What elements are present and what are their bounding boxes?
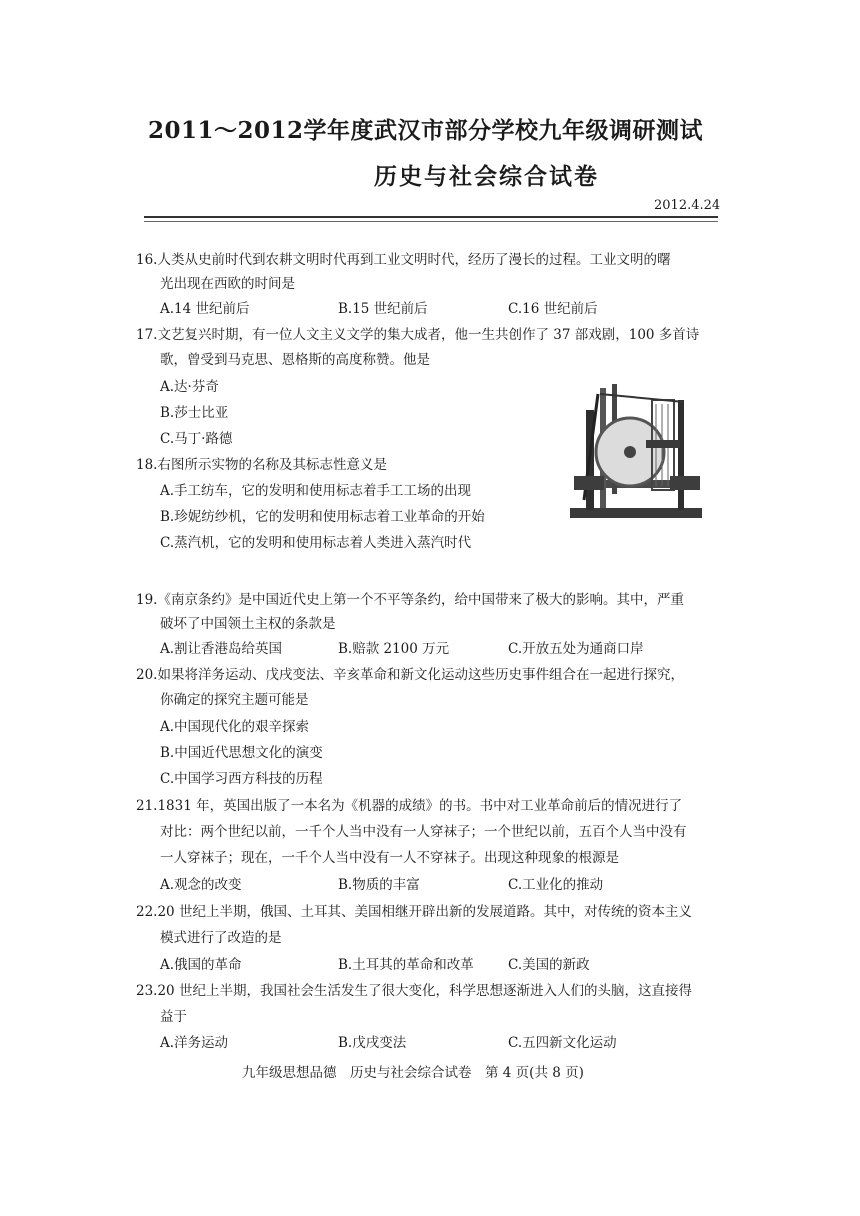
q16-option-b: B.15 世纪前后 [338,301,428,317]
q21-option-b: B.物质的丰富 [338,877,420,893]
q22-stem-line1: 22.20 世纪上半期，俄国、土耳其、美国相继开辟出新的发展道路。其中，对传统的资本主义 [136,904,692,920]
q23-stem-line2: 益于 [160,1009,187,1025]
q19-option-b: B.赔款 2100 万元 [338,641,450,657]
header-divider-thick [144,216,718,218]
q23-option-b: B.戊戌变法 [338,1035,407,1051]
q18-option-c: C.蒸汽机，它的发明和使用标志着人类进入蒸汽时代 [160,535,472,551]
exam-date: 2012.4.24 [654,198,721,213]
spinning-jenny-illustration [560,380,710,530]
q17-option-a: A.达·芬奇 [160,379,219,395]
q17-stem-line2: 歌，曾受到马克思、恩格斯的高度称赞。他是 [160,352,430,368]
q23-option-a: A.洋务运动 [160,1035,229,1051]
q23-option-c: C.五四新文化运动 [508,1035,617,1051]
q16-option-c: C.16 世纪前后 [508,301,598,317]
q21-stem-line3: 一人穿袜子；现在，一千个人当中没有一人不穿袜子。出现这种现象的根源是 [160,850,619,866]
q20-option-a: A.中国现代化的艰辛探索 [160,719,310,735]
q23-stem-line1: 23.20 世纪上半期，我国社会生活发生了很大变化，科学思想逐渐进入人们的头脑，这直接得 [136,983,692,999]
q21-stem-line1: 21.1831 年，英国出版了一本名为《机器的成绩》的书。书中对工业革命前后的情况进行了 [136,798,683,814]
q22-option-a: A.俄国的革命 [160,957,242,973]
q16-stem-line1: 16.人类从史前时代到农耕文明时代再到工业文明时代，经历了漫长的过程。工业文明的曙 [136,252,671,268]
q18-option-b: B.珍妮纺纱机，它的发明和使用标志着工业革命的开始 [160,509,485,525]
exam-subtitle: 历史与社会综合试卷 [374,163,599,190]
header-divider-thin [144,221,718,222]
q22-stem-line2: 模式进行了改造的是 [160,930,282,946]
q20-stem-line1: 20.如果将洋务运动、戊戌变法、辛亥革命和新文化运动这些历史事件组合在一起进行探究， [136,667,684,683]
q18-stem: 18.右图所示实物的名称及其标志性意义是 [136,457,387,473]
q16-option-a: A.14 世纪前后 [160,301,250,317]
q19-option-a: A.割让香港岛给英国 [160,641,283,657]
exam-title: 2011～2012学年度武汉市部分学校九年级调研测试 [148,117,704,144]
q18-option-a: A.手工纺车，它的发明和使用标志着手工工场的出现 [160,483,472,499]
q19-stem-line1: 19.《南京条约》是中国近代史上第一个不平等条约，给中国带来了极大的影响。其中，严重 [136,592,684,608]
q20-option-b: B.中国近代思想文化的演变 [160,745,323,761]
q19-stem-line2: 破坏了中国领土主权的条款是 [160,616,336,632]
q21-stem-line2: 对比：两个世纪以前，一千个人当中没有一人穿袜子；一个世纪以前，五百个人当中没有 [160,824,687,840]
q19-option-c: C.开放五处为通商口岸 [508,641,644,657]
q20-option-c: C.中国学习西方科技的历程 [160,771,323,787]
q22-option-c: C.美国的新政 [508,957,590,973]
q16-stem-line2: 光出现在西欧的时间是 [160,276,295,292]
page-footer: 九年级思想品德 历史与社会综合试卷 第 4 页(共 8 页) [242,1065,584,1081]
q21-option-c: C.工业化的推动 [508,877,604,893]
q21-option-a: A.观念的改变 [160,877,242,893]
q17-option-c: C.马丁·路德 [160,431,233,447]
q17-option-b: B.莎士比亚 [160,405,229,421]
q22-option-b: B.土耳其的革命和改革 [338,957,474,973]
q17-stem-line1: 17.文艺复兴时期，有一位人文主义文学的集大成者，他一生共创作了 37 部戏剧，100 多首诗 [136,327,700,343]
q20-stem-line2: 你确定的探究主题可能是 [160,692,309,708]
